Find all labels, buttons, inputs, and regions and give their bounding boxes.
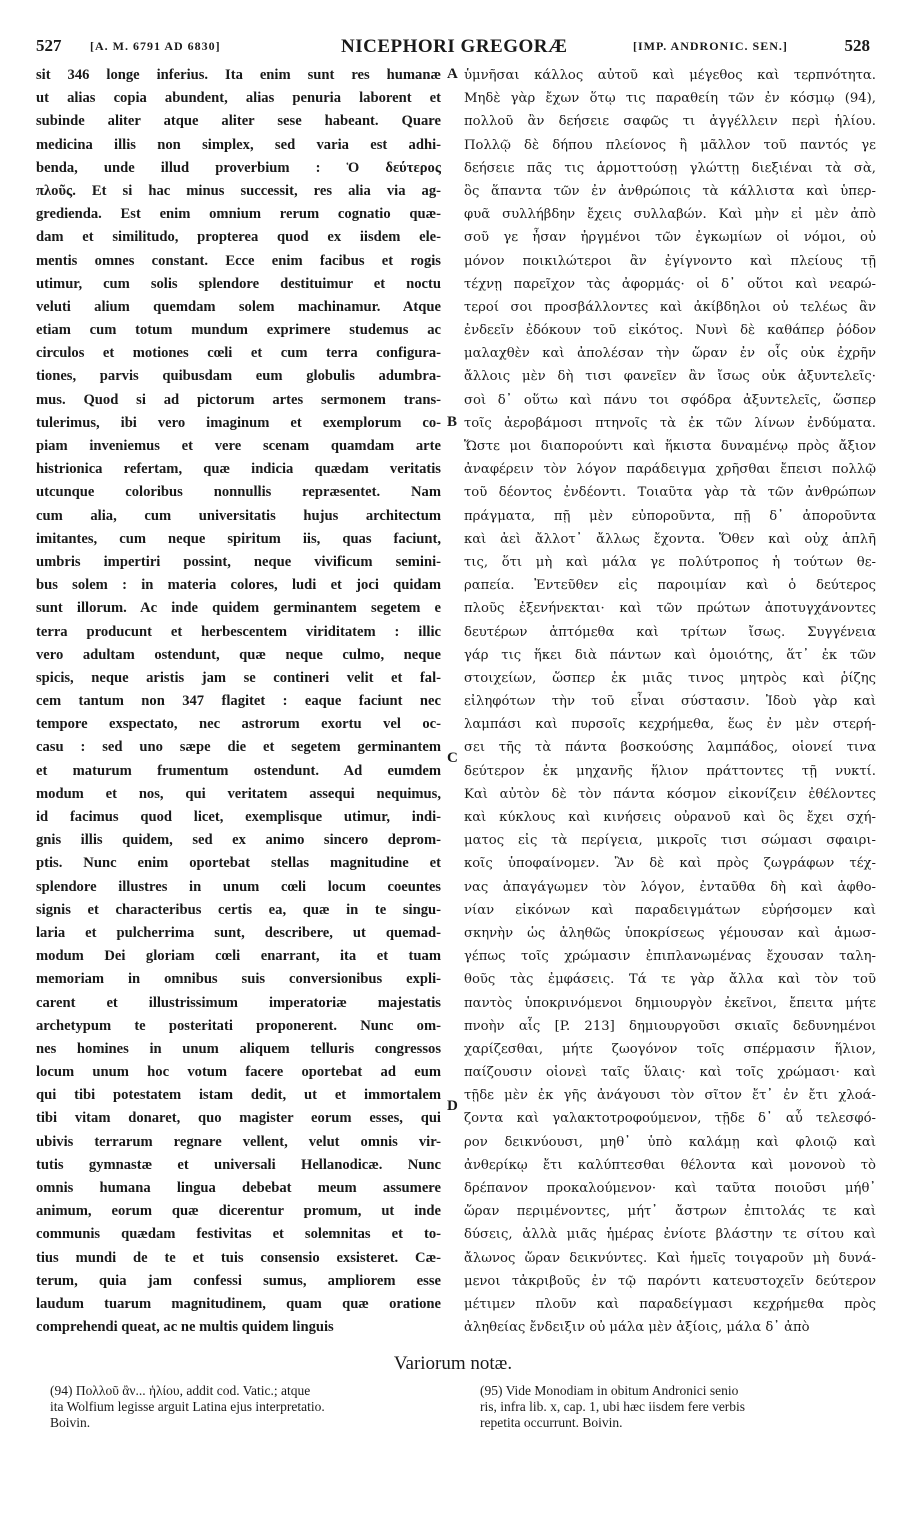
latin-text-line: sit 346 longe inferius. Ita enim sunt res humanæ bbox=[36, 67, 441, 83]
notes-heading: Variorum notæ. bbox=[393, 1353, 513, 1374]
latin-text-line: terum, quia jam confessi sumus, ampliorem esse bbox=[36, 1272, 441, 1289]
greek-text-line: νας ἀπαγάγωμεν τὸν λόγον, ἐνταῦθα δὴ καὶ ἀφθο- bbox=[464, 879, 876, 895]
greek-text-line: ὑμνῆσαι κάλλος αὐτοῦ καὶ μέγεθος καὶ τερπνότητα. bbox=[464, 68, 876, 83]
latin-text-line: gredienda. Est enim omnium rerum cognatio quæ- bbox=[36, 206, 441, 223]
latin-text-line: ubivis terrarum regnare vellent, velut omnis vir- bbox=[36, 1133, 441, 1150]
latin-text-line: dam et similitudo, propterea quod ex iisdem ele- bbox=[36, 229, 441, 246]
latin-text-line: mus. Quod si ad pictorum artes sermonem trans- bbox=[36, 391, 441, 408]
footnote-line: Boivin. bbox=[50, 1415, 91, 1430]
greek-text-line: ἀνθερίκῳ ἔτι καλύπτεσθαι θέλοντα καὶ μονονοὺ τὸ bbox=[464, 1157, 876, 1173]
latin-column bbox=[36, 64, 441, 1339]
section-marker-c: C bbox=[447, 750, 458, 766]
greek-text-line: δεύτερον ἐκ μηχανῆς ἥλιον πράττοντες τῇ νυκτί. bbox=[464, 763, 876, 779]
greek-text-line: Πολλῷ δὲ δήπου πλείονος ἢ μᾶλλον τοῦ παντός γε bbox=[464, 137, 876, 153]
latin-text-line: πλοῦς. Et si hac minus successit, res alia via ag- bbox=[36, 182, 441, 199]
latin-text-line: laria et pulcherrima sunt, describere, ut quemad- bbox=[36, 924, 441, 941]
greek-text-line: καὶ κύκλους καὶ κινήσεις οὐρανοῦ καὶ ὃς ἔχει σχή- bbox=[464, 810, 876, 825]
latin-text-line: comprehendi queat, ac ne multis quidem linguis bbox=[36, 1319, 334, 1336]
latin-text-line: histrionica refertam, quæ indicia quædam veritatis bbox=[36, 461, 441, 478]
page-number-right: 528 bbox=[844, 36, 870, 55]
greek-text-line: πλοῦς ἐξενήνεκται· καὶ τῶν πρώτων ἀποτυγχάνοντες bbox=[464, 601, 876, 617]
latin-text-line: etiam cum totum mundum exprimere studemus ac bbox=[36, 322, 441, 339]
greek-text-line: μέτιμεν πλοῦν καὶ παραδείγμασι κεχρήμεθα πρὸς bbox=[464, 1296, 876, 1312]
latin-text-line: piam inveniemus et vere scenam quamdam arte bbox=[36, 438, 441, 454]
greek-text-line: τοῖς ἀεροβάμοσι πτηνοῖς τὰ ἐκ τῶν λίνων ἐνδύματα. bbox=[464, 415, 876, 431]
latin-text-line: veluti alium quemdam solem machinamur. Atque bbox=[36, 298, 441, 315]
latin-text-line: archetypum te posteritati proponerent. Nunc om- bbox=[36, 1017, 441, 1034]
latin-text-line: cem tantum non 347 flagitet : eaque faciunt nec bbox=[36, 693, 441, 710]
greek-text-line: ἐνδεεῖν ἐδόκουν τοῦ εἰκότος. Νυνὶ δὲ καθάπερ ῥόδον bbox=[464, 323, 876, 339]
greek-text-line: χαρίζεσθαι, μήτε ζωογόνον τοῖς σπέρμασιν ἥλιον, bbox=[464, 1041, 876, 1057]
greek-text-line: τεροί σοι προσβάλλοντες καὶ ἀκίβδηλοι οὐ τελέως ἂν bbox=[464, 299, 876, 315]
greek-text-line: σοὶ δ᾽ οὕτω καὶ πάνυ τοι σφόδρα ἀξυντελεῖς, ὥσπερ bbox=[464, 392, 876, 408]
section-marker-d: D bbox=[447, 1098, 458, 1114]
greek-text-line: στοιχείων, ὥσπερ ἐκ μιᾶς τινος μητρὸς καὶ ῥίζης bbox=[464, 670, 876, 686]
latin-text-line: carent et illustrissimum imperatoriæ majestatis bbox=[36, 994, 441, 1011]
page-number-left: 527 bbox=[36, 36, 62, 55]
latin-text-line: signis et characteribus certis ea, quæ in te singu- bbox=[36, 901, 441, 918]
greek-text-line: λαμπάσι καὶ πυρσοῖς κεχρήμεθα, ἕως ἐν μὲν στερή- bbox=[464, 717, 876, 733]
greek-text-line: δύσεις, ἀλλὰ μιᾶς ἡμέρας ἐνίοτε βλάστην τε σίτου καὶ bbox=[464, 1227, 876, 1243]
greek-text-line: μενοι τἀκριβοῦς ἐν τῷ παρόντι κατευστοχεῖν δεύτερον bbox=[464, 1273, 876, 1289]
latin-text-line: benda, unde illud proverbium : Ὁ δεύτερος bbox=[36, 159, 441, 176]
latin-text-line: laudum tuarum magnitudinem, quam quæ oratione bbox=[36, 1295, 441, 1312]
greek-text-line: πράγματα, πῇ μὲν εὐποροῦντα, πῇ δ᾽ ἀποροῦντα bbox=[464, 508, 876, 524]
greek-text-line: σοῦ γε ἦσαν ἠργμένοι τῶν ἐγκωμίων οἱ νόμοι, οὐ bbox=[464, 230, 876, 246]
latin-text-line: locum unum hoc votum facere oportebat ad eum bbox=[36, 1064, 441, 1081]
latin-text-line: memoriam in omnibus suis conversionibus expli- bbox=[36, 971, 441, 988]
latin-text-line: subinde aliter atque aliter sese habeant. Quare bbox=[36, 113, 441, 130]
latin-text-line: tiones, parvis quibusdam eum globulis adumbra- bbox=[36, 368, 441, 385]
latin-text-line: nes homines in unum aliquem telluris congressos bbox=[36, 1040, 441, 1057]
section-marker-a: A bbox=[447, 66, 458, 82]
latin-text-line: qui tibi potestatem istam dedit, ut et immortalem bbox=[36, 1087, 441, 1104]
greek-text-line: φυᾶ συλλήβδην ἔχεις συλλαβών. Καὶ μὴν εἰ μὲν ἀπὸ bbox=[464, 207, 876, 223]
latin-text-line: circulos et motiones cœli et cum terra configura- bbox=[36, 345, 441, 362]
greek-text-line: δευτέρων ἀπτόμεθα καὶ τρίτων ἴσως. Συγγένεια bbox=[464, 624, 876, 640]
greek-text-line: Καὶ αὐτὸν δὲ τὸν πάντα κόσμον εἰκονίζειν ἐθέλοντες bbox=[464, 786, 876, 802]
footnote-line: (95) Vide Monodiam in obitum Andronici senio bbox=[480, 1383, 739, 1398]
greek-text-line: θοῦς τὰς ἐμφάσεις. Τά τε γὰρ ἄλλα καὶ τὸν τοῦ bbox=[464, 972, 876, 988]
greek-text-line: μαλαχθὲν καὶ ἀπολέσαν τὴν ὥραν ἐν οἷς οὐκ ἐχρῆν bbox=[464, 346, 876, 362]
latin-text-line: terra producunt et herbescentem viriditatem : illic bbox=[36, 623, 441, 640]
page-header bbox=[36, 36, 870, 60]
greek-text-line: ὃς ἅπαντα τῶν ἐν ἀνθρώποις τὰ κάλλιστα καὶ ὑπερ- bbox=[464, 183, 876, 199]
greek-text-line: ραπεία. Ἐντεῦθεν εἰς παροιμίαν καὶ ὁ δεύτερος bbox=[464, 578, 876, 594]
latin-text-line: casu : sed uno sæpe die et segetem germinantem bbox=[36, 739, 441, 756]
greek-text-line: καὶ ἀεὶ ἄλλοτ᾽ ἄλλως ἔχοντα. Ὅθεν καὶ οὐχ ἁπλῆ bbox=[464, 531, 876, 547]
greek-text-line: δεήσειε πᾶς τις ἁρμοττούσῃ γλώττῃ διεξιέναι τὰ σὰ, bbox=[464, 160, 876, 176]
year-reference-left: [A. M. 6791 AD 6830] bbox=[90, 39, 221, 53]
latin-text-line: omnis humana lingua debebat meum assumere bbox=[36, 1180, 441, 1196]
greek-text-line: πνοὴν αἷς [P. 213] δημιουργοῦσι σκιαῖς δεδυνημένοι bbox=[464, 1018, 876, 1034]
latin-text-line: spicis, neque aristis jam se contineri velit et fal- bbox=[36, 669, 441, 686]
footnote-line: repetita occurrunt. Boivin. bbox=[480, 1415, 623, 1430]
footnote-line: (94) Πολλοῦ ἂν... ἡλίου, addit cod. Vatic.; atque bbox=[50, 1383, 311, 1398]
latin-text-line: modum et nos, qui veritatem assequi nequimus, bbox=[36, 785, 441, 802]
running-title: NICEPHORI GREGORÆ bbox=[341, 36, 568, 57]
greek-text-line: τις, ὅτι μὴ καὶ μάλα γε πολύτροπος ἡ τούτων θε- bbox=[464, 554, 876, 570]
latin-text-line: umbris impertiri possint, neque vivificum semini- bbox=[36, 553, 441, 570]
latin-text-line: ptis. Nunc enim oportebat stellas magnitudine et bbox=[36, 855, 441, 872]
greek-text-line: τέχνῃ παρεῖχον τὰς ἀφορμάς· οἱ δ᾽ οὕτοι καὶ νεαρώ- bbox=[464, 276, 876, 292]
latin-text-line: imitantes, cum neque spiritum iis, quas faciunt, bbox=[36, 530, 441, 547]
greek-text-line: κοῖς ὑποφαίνομεν. Ἂν δὲ καὶ πρὸς ζωγράφων τέχ- bbox=[464, 856, 876, 872]
latin-text-line: gnis illis quidem, sed ex animo sincero deprom- bbox=[36, 832, 441, 849]
latin-text-line: ut alias copia abundent, alias penuria laborent et bbox=[36, 90, 441, 107]
greek-text-line: ὥραν περιμένοντες, μήτ᾽ ἄστρων ἐπιτολάς τε καὶ bbox=[464, 1204, 876, 1220]
greek-text-line: δρέπανον προκαλούμενον· καὶ ταῦτα ποιοῦσι μήθ᾽ bbox=[464, 1181, 876, 1196]
latin-text-line: tius mundi de te et tuis consensio exsisteret. Cæ- bbox=[36, 1249, 441, 1266]
greek-text-line: ἄλλοις μὲν δὴ τισι φανεῖεν ἂν ἴσως οὐκ ἀξυντελεῖς· bbox=[464, 369, 876, 385]
latin-text-line: tibi vitam donaret, quo magister eorum esses, qui bbox=[36, 1110, 441, 1127]
latin-text-line: modum Dei gloriam cœli enarrant, ita et tuam bbox=[36, 948, 441, 965]
greek-text-line: ματος εἰς τὰ περίγεια, μικροῖς τισι σώμασι σφαιρι- bbox=[464, 833, 876, 849]
section-marker-b: B bbox=[447, 414, 458, 430]
greek-text-line: Μηδὲ γὰρ ἔχων ὅτῳ τις παραθείη τῶν ἐν κόσμῳ (94), bbox=[464, 91, 876, 107]
greek-text-line: πολλοῦ ἂν δεήσειε σαφῶς τι ἀγγέλλειν περὶ ἡλίου. bbox=[464, 114, 876, 130]
latin-text-line: tulerimus, ibi vero imaginum et exemplorum co- bbox=[36, 414, 441, 431]
greek-text-line: ἀναφέρειν τὸν λόγον παράδειγμα χρῆσθαι ἔπεισι πολλῷ bbox=[464, 462, 876, 478]
latin-text-line: et maturum frumentum ostendunt. Ad eumdem bbox=[36, 762, 441, 779]
greek-text-line: ρον δεικνύουσι, μηθ᾽ ὑπὸ καλάμῃ καὶ φλοιῷ καὶ bbox=[464, 1134, 876, 1150]
latin-text-line: tutis gymnastæ et universali Hellanodicæ. Nunc bbox=[36, 1156, 441, 1173]
latin-text-line: animum, eorum quæ dicerentur promum, ut inde bbox=[36, 1203, 441, 1220]
greek-text-line: εἰληφότων τὴν τοῦ εἶναι σύστασιν. Ἰδοὺ γὰρ καὶ bbox=[464, 694, 876, 710]
latin-text-line: sunt illorum. Ac inde quidem germinantem segetem e bbox=[36, 600, 441, 617]
greek-text-line: νίαν εἰκόνων καὶ παραδειγμάτων εὑρήσομεν καὶ bbox=[464, 902, 876, 918]
footnote-line: ita Wolfium legisse arguit Latina ejus interpretatio. bbox=[50, 1399, 325, 1414]
greek-text-line: τῇδε μὲν ἐκ γῆς ἀνάγουσι τὸν σῖτον ἔτ᾽ ἐν ἔτι χλοά- bbox=[464, 1088, 876, 1104]
footnote-line: ris, infra lib. x, cap. 1, ubi hæc iisdem fere verbis bbox=[480, 1399, 746, 1414]
greek-text-line: γέπως τοῖς χρώμασιν ἐπιπλανωμένας ἔχουσαν ταλη- bbox=[464, 949, 876, 965]
latin-text-line: tempore exspectato, nec astrorum exortu vel oc- bbox=[36, 716, 441, 733]
greek-text-line: Ὥστε μοι διαπορούντι καὶ ἥκιστα δυναμένῳ πρὸς ἄξιον bbox=[464, 439, 876, 454]
latin-text-line: medicina illis non simplex, sed varia est adhi- bbox=[36, 136, 441, 153]
greek-text-line: παίζουσιν οἱονεὶ ταῖς ὕλαις· καὶ τοῖς χρώμασι· καὶ bbox=[464, 1065, 876, 1081]
greek-text-line: σκηνὴν ὡς ἀληθῶς ὑποκρίσεως γέμουσαν καὶ ἁμωσ- bbox=[464, 925, 876, 941]
latin-text-line: bus solem : in materia colores, ludi et joci quidam bbox=[36, 577, 441, 594]
latin-text-line: vero adultam ostendunt, quæ neque culmo, neque bbox=[36, 646, 441, 663]
footnote-95 bbox=[480, 1383, 870, 1431]
greek-text-line: τοῦ δέοντος ἐνδέοντι. Τοιαῦτα γὰρ τὰ τῶν ἀνθρώπων bbox=[464, 485, 876, 501]
latin-text-line: splendore illustres in unum cœli locum coeuntes bbox=[36, 878, 441, 895]
greek-text-line: μόνον ποικιλώτεροι ἂν ἐγίγνοντο καὶ πλείους τῇ bbox=[464, 253, 876, 269]
latin-text-line: utimur, cum solis splendore destituimur et noctu bbox=[36, 275, 441, 292]
latin-text-line: communis quædam festivitas et solemnitas et to- bbox=[36, 1226, 441, 1243]
greek-text-line: γάρ τις ἥκει διὰ πάντων καὶ ὁμοιότης, ἅτ᾽ ἐκ τῶν bbox=[464, 647, 876, 663]
greek-text-line: σει τῆς τὰ πάντα βοσκούσης λαμπάδος, οἱονεί τινα bbox=[464, 740, 876, 756]
greek-text-line: παντὸς ὑποκρινόμενοι δημιουργὸν ἐκεῖνοι, ἔπειτα μήτε bbox=[464, 995, 876, 1011]
greek-column bbox=[464, 64, 876, 1339]
latin-text-line: cum alia, cum universitatis hujus architectum bbox=[36, 507, 441, 524]
year-reference-right: [IMP. ANDRONIC. SEN.] bbox=[633, 39, 788, 53]
latin-text-line: mentis omnes constant. Ecce enim facibus et rogis bbox=[36, 252, 441, 269]
latin-text-line: id facimus quod licet, exemplisque utimur, indi- bbox=[36, 809, 441, 825]
latin-text-line: utcunque coloribus nonnullis repræsentet. Nam bbox=[36, 484, 441, 501]
greek-text-line: ἀληθείας ἔνδειξιν οὐ μάλα μὲν ἀξίοις, μάλα δ᾽ ἀπὸ bbox=[464, 1320, 810, 1336]
greek-text-line: ἄλωνος ὥραν δεικνύντες. Καὶ ἡμεῖς τοιγαροῦν μὴ δυνά- bbox=[464, 1250, 876, 1266]
greek-text-line: ζοντα καὶ γαλακτοτροφούμενον, τῇδε δ᾽ αὖ τελεσφό- bbox=[464, 1111, 876, 1127]
footnote-94 bbox=[50, 1383, 435, 1431]
